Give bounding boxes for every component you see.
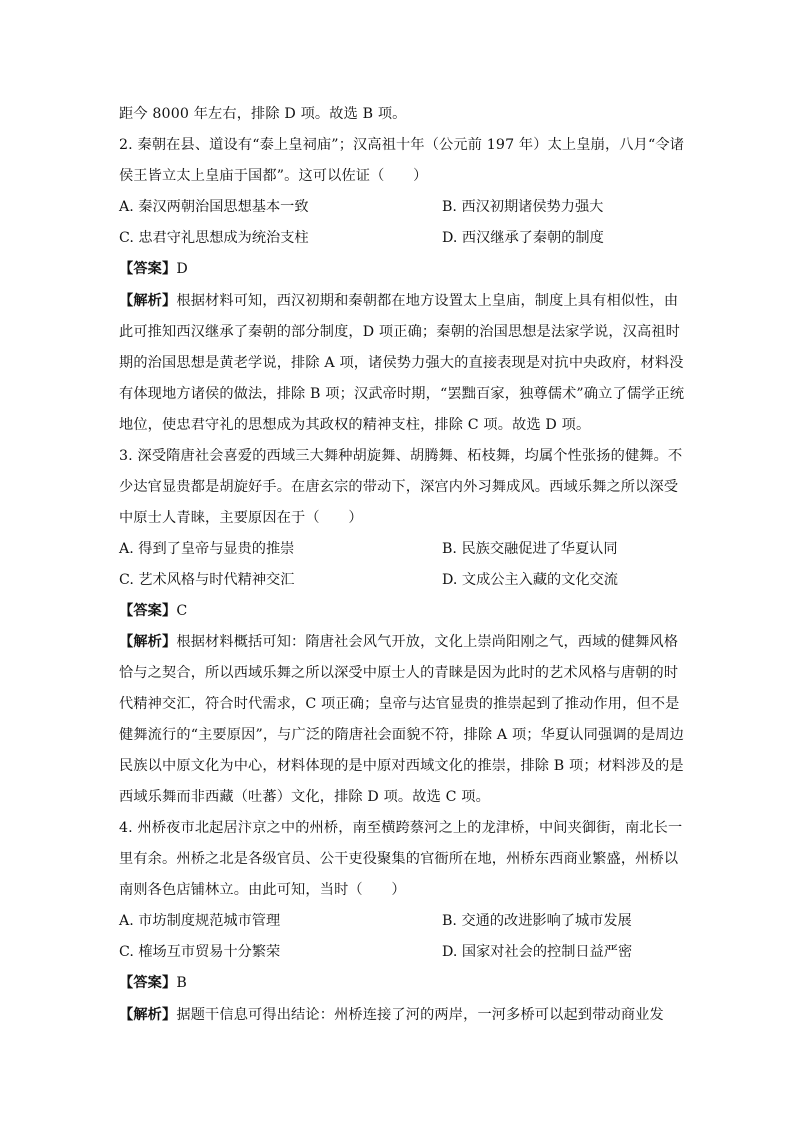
explanation-label: 【解析】 [119,293,177,309]
question-3-explanation: 民族以中原文化为中心，材料体现的是中原对西域文化的推崇，排除 B 项；材料涉及的是 [119,758,684,774]
question-2-option-b: B. 西汉初期诸侯势力强大 [442,199,604,215]
question-3-explanation [119,632,679,652]
question-4-option-d: D. 国家对社会的控制日益严密 [442,944,633,960]
question-2-explanation [119,291,679,311]
question-4-option-b: B. 交通的改进影响了城市发展 [442,913,632,929]
question-2-explanation: 期的治国思想是黄老学说，排除 A 项，诸侯势力强大的直接表现是对抗中央政府，材料没 [119,355,684,371]
question-4-explanation [119,1005,679,1025]
question-3-option-c: C. 艺术风格与时代精神交汇 [119,572,295,588]
question-4-option-c: C. 榷场互市贸易十分繁荣 [119,944,281,960]
question-3-explanation: 代精神交汇，符合时代需求，C 项正确；皇帝与达官显贵的推崇起到了推动作用，但不是 [119,696,680,712]
question-2-stem: 2. 秦朝在县、道设有“泰上皇祠庙”；汉高祖十年（公元前 197 年）太上皇崩，八月“令诸 [119,137,685,153]
question-4-option-a: A. 市坊制度规范城市管理 [119,913,281,929]
question-3-explanation: 西域乐舞而非西藏（吐蕃）文化，排除 D 项。故选 C 项。 [119,789,490,805]
question-2-option-a: A. 秦汉两朝治国思想基本一致 [119,199,309,215]
question-2-stem: 侯王皆立太上皇庙于国都”。这可以佐证（ ） [119,168,428,184]
question-2-explanation: 此可推知西汉继承了秦朝的部分制度，D 项正确；秦朝的治国思想是法家学说，汉高祖时 [119,324,681,340]
question-2-answer [119,259,679,279]
answer-label: 【答案】 [119,261,177,277]
question-3-explanation: 恰与之契合，所以西域乐舞之所以深受中原士人的青睐是因为此时的艺术风格与唐朝的时 [119,665,679,681]
explanation-label: 【解析】 [119,1007,177,1023]
question-4-stem: 里有余。州桥之北是各级官员、公干吏役聚集的官衙所在地，州桥东西商业繁盛，州桥以 [119,851,679,867]
answer-label: 【答案】 [119,975,177,991]
answer-value: B [176,975,187,991]
explanation-text: 根据材料可知，西汉初期和秦朝都在地方设置太上皇庙，制度上具有相似性，由 [176,293,679,309]
question-3-option-a: A. 得到了皇帝与显贵的推崇 [119,541,295,557]
explanation-text: 据题干信息可得出结论：州桥连接了河的两岸，一河多桥可以起到带动商业发 [176,1007,664,1023]
question-3-answer [119,601,679,621]
question-2-option-c: C. 忠君守礼思想成为统治支柱 [119,230,309,246]
question-3-stem: 中原士人青睐，主要原因在于（ ） [119,510,363,526]
answer-value: C [176,603,188,619]
question-3-stem: 少达官显贵都是胡旋好手。在唐玄宗的带动下，深宫内外习舞成风。西域乐舞之所以深受 [119,479,679,495]
answer-label: 【答案】 [119,603,177,619]
question-4-stem: 4. 州桥夜市北起居汴京之中的州桥，南至横跨蔡河之上的龙津桥，中间夹御街，南北长一 [119,820,683,836]
explanation-text: 根据材料概括可知：隋唐社会风气开放，文化上崇尚阳刚之气，西域的健舞风格 [176,634,679,650]
question-2-explanation: 有体现地方诸侯的做法，排除 B 项；汉武帝时期，“罢黜百家，独尊儒术”确立了儒学正统 [119,386,685,402]
text-line: 距今 8000 年左右，排除 D 项。故选 B 项。 [119,106,407,122]
question-3-option-b: B. 民族交融促进了华夏认同 [442,541,618,557]
question-3-stem: 3. 深受隋唐社会喜爱的西域三大舞种胡旋舞、胡腾舞、柘枝舞，均属个性张扬的健舞。不 [119,448,683,464]
question-4-stem: 南则各色店铺林立。由此可知，当时（ ） [119,882,406,898]
question-2-option-d: D. 西汉继承了秦朝的制度 [442,230,604,246]
explanation-label: 【解析】 [119,634,177,650]
answer-value: D [176,261,188,277]
question-2-explanation: 地位，使忠君守礼的思想成为其政权的精神支柱，排除 C 项。故选 D 项。 [119,417,591,433]
question-3-option-d: D. 文成公主入藏的文化交流 [442,572,618,588]
question-4-answer [119,973,679,993]
question-3-explanation: 健舞流行的“主要原因”，与广泛的隋唐社会面貌不符，排除 A 项；华夏认同强调的是周边 [119,727,685,743]
